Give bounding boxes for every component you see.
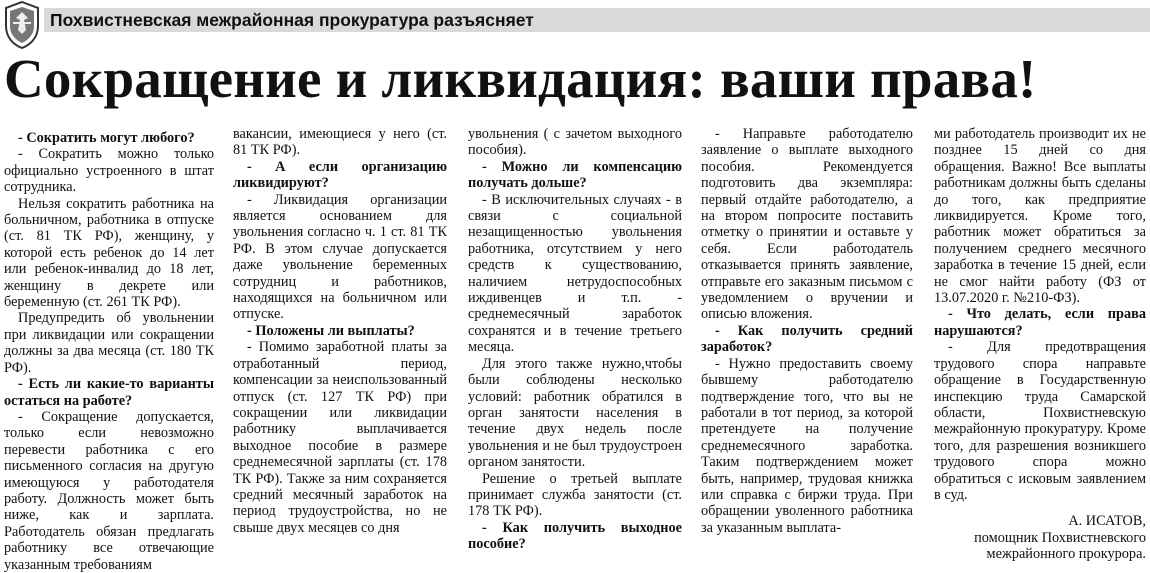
article-headline: Сокращение и ликвидация: ваши права! bbox=[4, 48, 1037, 109]
paragraph: - Сократить можно только официально устроенного в штат сотрудника. bbox=[4, 146, 214, 196]
question-heading: - Как получить средний заработок? bbox=[701, 322, 913, 356]
question-heading: - Как получить выходное пособие? bbox=[468, 519, 682, 553]
paragraph: - В исключительных случаях - в связи с социальной незащищенностью увольнения работника, отсутствием у него средств к существованию, наличием нетрудоспособных иждивенцев и т.п. - среднемесячный заработок сохранятся и в течение третьего месяца. bbox=[468, 191, 682, 356]
question-heading: - Можно ли компенсацию получать дольше? bbox=[468, 158, 682, 192]
masthead bbox=[0, 0, 1150, 38]
paragraph: Для этого также нужно,чтобы были соблюдены несколько условий: работник обратился в орган занятости населения в течение двух недель после увольнения и не был трудоустроен органом занятости. bbox=[468, 355, 682, 471]
question-heading: - Что делать, если права нарушаются? bbox=[934, 306, 1146, 339]
paragraph: - Ликвидация организации является основанием для увольнения согласно ч. 1 ст. 81 ТК РФ. В этом случае допускается даже увольнение беременных сотрудниц и работников, находящихся на больничном или отпуске. bbox=[233, 191, 447, 323]
question-heading: - Положены ли выплаты? bbox=[247, 322, 415, 339]
paragraph: Нельзя сократить работника на больничном, работника в отпуске (ст. 81 ТК РФ), женщину, у которой есть ребенок до 14 лет или ребенок-инвалид до 18 лет, женщину в декрете или беременную (ст. 261 ТК РФ). bbox=[4, 195, 214, 311]
article-column-5 bbox=[934, 126, 1146, 563]
paragraph: ми работодатель производит их не позднее 15 дней со дня обращения. Важно! Все выплаты работникам должны быть сделаны до того, как предприятие ликвидируется. Кроме того, работник может обратиться за получением среднего месячного заработка в течение 15 дней, если не смог найти работу (ФЗ от 13.07.2020 г. №210-ФЗ). bbox=[934, 126, 1146, 307]
question-heading: - Сократить могут любого? bbox=[18, 130, 195, 146]
prosecutor-emblem-icon bbox=[2, 0, 42, 50]
paragraph: - Направьте работодателю заявление о выплате выходного пособия. Рекомендуется подготовить два экземпляра: первый отдайте работодателю, а на втором попросите поставить отметку о принятии и оставьте у себя. Если работодатель отказывается принять заявление, отправьте его заказным письмом с уведомлением о вручении и описью вложения. bbox=[701, 126, 913, 323]
paragraph: - Нужно предоставить своему бывшему работодателю подтверждение того, что вы не работали в тот период, за которой претендуете на получение среднемесячного заработка. Таким подтверждением может быть, например, трудовая книжка или справка с биржи труда. При обращении уволенного работника за указанным выплата- bbox=[701, 355, 913, 536]
article-column-2 bbox=[233, 126, 447, 536]
author-position-line-2: межрайонного прокурора. bbox=[986, 546, 1146, 563]
article-column-4 bbox=[701, 126, 913, 536]
paragraph: вакансии, имеющиеся у него (ст. 81 ТК РФ). bbox=[233, 126, 447, 159]
article-column-3 bbox=[468, 126, 682, 553]
author-name: А. ИСАТОВ, bbox=[1068, 513, 1146, 530]
article-column-1 bbox=[4, 130, 214, 573]
paragraph: - Для предотвращения трудового спора направьте обращение в Государственную инспекцию труда Самарской области, Похвистневскую межрайонную прокуратуру. Кроме того, для разрешения возникшего трудового спора можно обратиться с исковым заявлением в суд. bbox=[934, 339, 1146, 503]
paragraph: - Сокращение допускается, только если невозможно перевести работника с его письменного согласия на другую имеющуюся у работодателя работу. Должность может быть ниже, как и зарплата. Работодатель обязан предлагать работнику все отвечающие указанным требованиям bbox=[4, 408, 214, 573]
paragraph: Предупредить об увольнении при ликвидации или сокращении должны за два месяца (ст. 180 ТК РФ). bbox=[4, 310, 214, 376]
question-heading: - А если организацию ликвидируют? bbox=[233, 158, 447, 192]
paragraph: - Помимо заработной платы за отработанный период, компенсации за неиспользованный отпуск (ст. 127 ТК РФ) при сокращении или ликвидации работнику выплачивается выходное пособие в размере среднемесячной зарплаты (ст. 178 ТК РФ). Также за ним сохраняется средний месячный заработок на период трудоустройства, но не свыше двух месяцев со дня bbox=[233, 339, 447, 536]
paragraph: Решение о третьей выплате принимает служба занятости (ст. 178 ТК РФ). bbox=[468, 470, 682, 520]
author-position-line-1: помощник Похвистневского bbox=[974, 529, 1146, 546]
question-heading: - Есть ли какие-то варианты остаться на работе? bbox=[4, 376, 214, 409]
section-rubric: Похвистневская межрайонная прокуратура разъясняет bbox=[44, 8, 1150, 32]
paragraph: увольнения ( с зачетом выходного пособия). bbox=[468, 126, 682, 159]
